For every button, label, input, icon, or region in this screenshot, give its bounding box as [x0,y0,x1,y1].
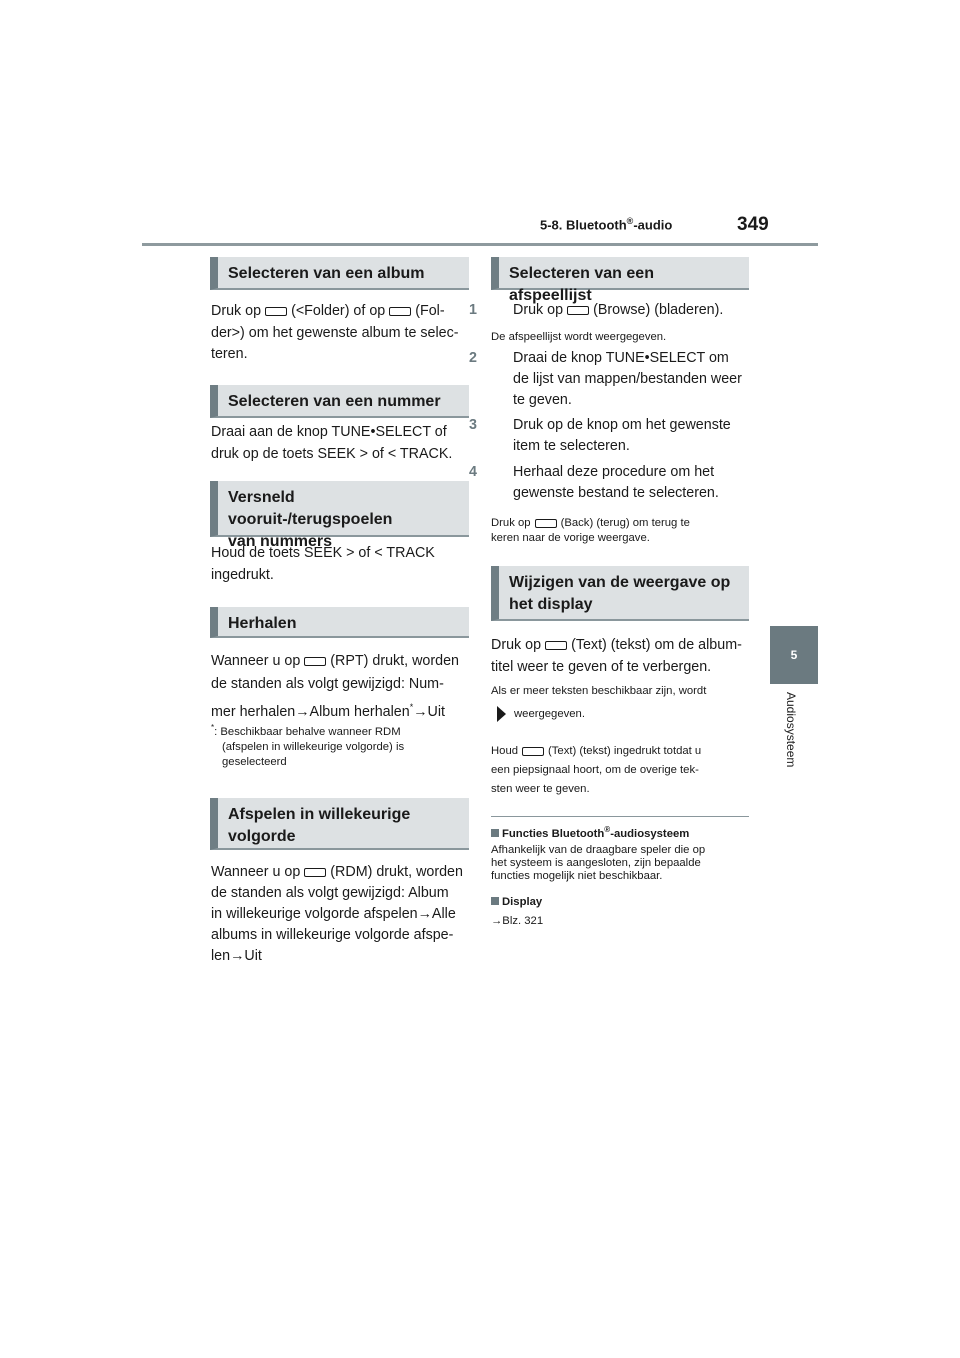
chapter-label: Audiosysteem [784,692,798,768]
display-hold-note: Houd (Text) (tekst) ingedrukt totdat u een piepsignaal hoort, om de overige tek- sten weer te geven. [491,745,702,795]
display-text: Druk op (Text) (tekst) om de album- titel weer te geven of te verbergen. [491,637,742,675]
info-divider [491,816,749,817]
text-button-icon-2 [522,747,544,756]
folder-down-button-icon [265,307,287,316]
heading-ff-rew: Versneld vooruit-/terugspoelen van nummers [210,481,469,537]
playlist-step-2: 2 Draai de knop TUNE•SELECT om de lijst van mappen/bestanden weer te geven. [469,350,742,408]
back-button-icon [535,519,557,528]
heading-repeat: Herhalen [210,607,469,638]
section-title: 5-8. Bluetooth®-audio [540,216,673,233]
heading-select-album: Selecteren van een album [210,257,469,290]
back-note: Druk op (Back) (terug) om terug te keren naar de vorige weergave. [491,517,690,544]
album-text: Druk op (<Folder) of op (Fol- der>) om het gewenste album te selec- teren. [211,303,459,362]
heading-select-track: Selecteren van een nummer [210,385,469,418]
display-note-2: weergegeven. [497,706,585,722]
text-button-icon [545,641,567,650]
square-bullet-icon [491,829,499,837]
info-display-ref[interactable]: →Blz. 321 [491,915,544,927]
heading-change-display: Wijzigen van de weergave op het display [491,566,749,621]
more-text-arrow-icon [497,706,506,722]
header-rule [142,243,818,246]
playlist-step-3: 3 Druk op de knop om het gewenste item te selecteren. [469,417,731,454]
playlist-step-4: 4 Herhaal deze procedure om het gewenste bestand te selecteren. [469,464,719,501]
ffrew-text: Houd de toets SEEK > of < TRACK ingedrukt. [211,545,435,583]
info-functions-body: Afhankelijk van de draagbare speler die op het systeem is aangesloten, zijn bepaalde functies mogelijk niet beschikbaar. [491,844,706,882]
playlist-step-1: 1 Druk op (Browse) (bladeren). [469,302,724,318]
rpt-button-icon [304,657,326,666]
display-note-1: Als er meer teksten beschikbaar zijn, wordt [491,685,707,697]
repeat-footnote: *: Beschikbaar behalve wanneer RDM (afspelen in willekeurige volgorde) is geselecteerd [211,723,405,768]
repeat-text: Wanneer u op (RPT) drukt, worden de standen als volgt gewijzigd: Num- mer herhalen→Album herhalen*→Uit [211,653,459,720]
heading-select-playlist: Selecteren van een afspeellijst [491,257,749,290]
square-bullet-icon-2 [491,897,499,905]
heading-random: Afspelen in willekeurige volgorde [210,798,469,850]
page-number: 349 [737,214,769,235]
track-text: Draai aan de knop TUNE•SELECT of druk op de toets SEEK > of < TRACK. [211,424,453,462]
info-heading-display: Display [491,895,542,910]
random-text: Wanneer u op (RDM) drukt, worden de standen als volgt gewijzigd: Album in willekeurige volgorde afspelen→Alle albums in willekeurige volgorde afspe- len→Uit [211,864,463,964]
info-heading-functions: Functies Bluetooth®-audiosysteem [491,822,689,842]
playlist-step-1-note: De afspeellijst wordt weergegeven. [491,331,667,343]
rdm-button-icon [304,868,326,877]
browse-button-icon [567,306,589,315]
folder-up-button-icon [389,307,411,316]
chapter-tab: 5 [770,626,818,684]
